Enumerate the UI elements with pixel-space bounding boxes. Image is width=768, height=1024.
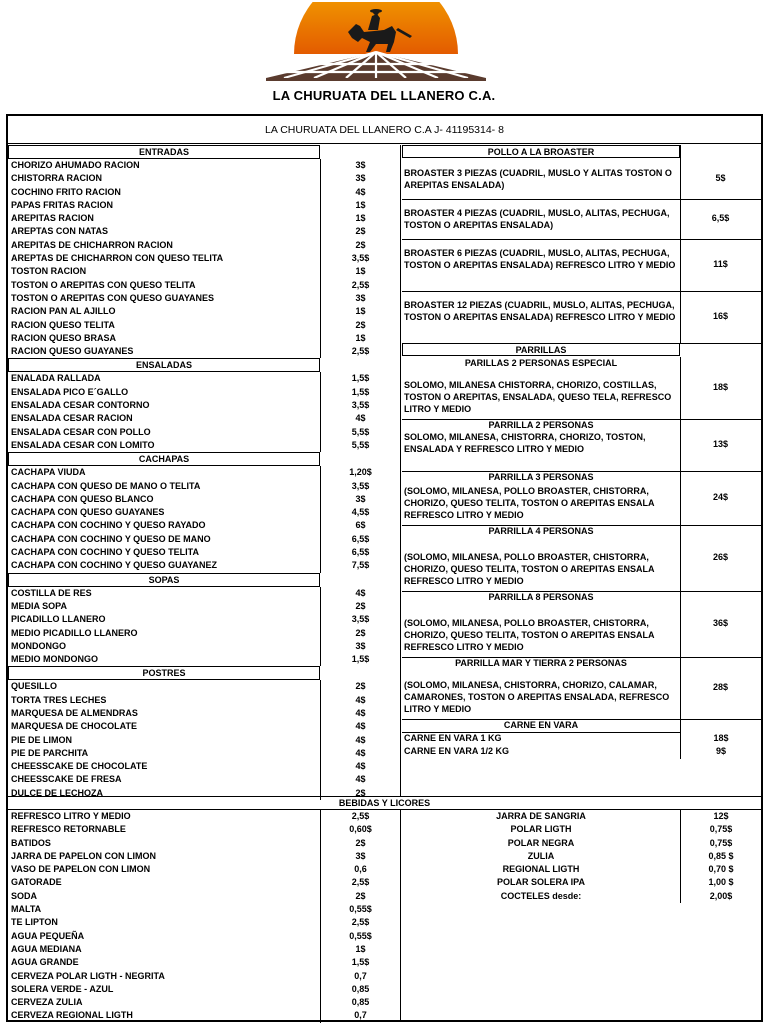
menu-item: [8, 305, 400, 318]
section-header-broaster: [402, 145, 761, 159]
parrilla-item: [402, 471, 761, 525]
item-name: REFRESCO RETORNABLE: [11, 824, 126, 835]
block-title: PARRILLA 8 PERSONAS: [488, 592, 594, 602]
menu-item: [8, 252, 400, 265]
menu-item: [8, 546, 400, 559]
item-name: ENSALADA CESAR CON POLLO: [11, 426, 151, 437]
section-price-blank: [320, 666, 400, 680]
item-name: AREPITAS DE CHICHARRON RACION: [11, 239, 173, 250]
section-header-ensaladas: [8, 358, 400, 372]
item-price: 3$: [320, 159, 400, 172]
block-desc: (SOLOMO, MILANESA, POLLO BROASTER, CHISTORRA, CHORIZO, QUESO TELITA, TOSTON O AREPITAS ENSALA REFRESCO LITRO Y MEDIO: [404, 552, 655, 586]
bebida-item: [402, 876, 761, 889]
item-price: 0,70 $: [680, 863, 761, 876]
item-price: 1,5$: [320, 372, 400, 385]
bebida-item: [8, 916, 400, 929]
item-name: CARNE EN VARA 1 KG: [404, 733, 502, 743]
menu-item: [8, 239, 400, 252]
item-name: PIE DE PARCHITA: [11, 747, 89, 758]
item-name: PICADILLO LLANERO: [11, 614, 106, 625]
bebida-item: [8, 943, 400, 956]
broaster-item: [402, 291, 761, 343]
bebida-item: [8, 1009, 400, 1022]
item-name: CACHAPA VIUDA: [11, 467, 86, 478]
item-name: RACION QUESO GUAYANES: [11, 346, 134, 357]
item-price: 2$: [320, 787, 400, 800]
section-price-blank: [320, 145, 400, 159]
item-name: GATORADE: [11, 877, 62, 888]
item-price: 4$: [320, 720, 400, 733]
parrilla-item: [402, 591, 761, 657]
item-price: 0,85: [320, 996, 400, 1009]
section-title-bebidas: BEBIDAS Y LICORES: [8, 796, 761, 810]
item-price: 2,5$: [320, 916, 400, 929]
item-name: ENSALADA PICO E´GALLO: [11, 386, 129, 397]
item-price: 7,5$: [320, 559, 400, 572]
menu-item: [8, 292, 400, 305]
menu-item: [8, 399, 400, 412]
bebidas-left-list: [8, 810, 400, 1023]
item-name: ENSALADA CESAR CONTORNO: [11, 400, 150, 411]
left-column: [8, 145, 400, 800]
item-name: TOSTON O AREPITAS CON QUESO GUAYANES: [11, 292, 215, 303]
horse-rider-sunset-icon: [264, 2, 488, 86]
item-price: 3,5$: [320, 480, 400, 493]
block-desc: BROASTER 12 PIEZAS (CUADRIL, MUSLO, ALITAS, PECHUGA, TOSTON O AREPITAS ENSALADA) REFRESCO LITRO Y MEDIO: [404, 300, 676, 322]
item-price: 2$: [320, 890, 400, 903]
item-name: CACHAPA CON COCHINO Y QUESO DE MANO: [11, 533, 211, 544]
menu-item: [8, 694, 400, 707]
menu-item: [8, 587, 400, 600]
menu-item: [8, 439, 400, 452]
item-price: 9$: [680, 745, 761, 758]
block-price: 28$: [712, 682, 729, 692]
bebida-item: [8, 970, 400, 983]
item-price: 6,5$: [320, 546, 400, 559]
menu-item: [8, 279, 400, 292]
carne-item: [402, 745, 761, 758]
block-desc: (SOLOMO, MILANESA, POLLO BROASTER, CHISTORRA, CHORIZO, QUESO TELITA, TOSTON O AREPITAS ENSALA REFRESCO LITRO Y MEDIO: [404, 618, 655, 652]
menu-item: [8, 734, 400, 747]
item-name: BATIDOS: [11, 837, 51, 848]
item-price: 4$: [320, 760, 400, 773]
item-price: 4$: [320, 707, 400, 720]
bebida-item: [402, 810, 761, 823]
item-price: 0,55$: [320, 930, 400, 943]
item-name: AREPITAS RACION: [11, 213, 94, 224]
menu-item: [8, 559, 400, 572]
menu-item: [8, 372, 400, 385]
bebida-item: [8, 996, 400, 1009]
item-name: ENSALADA CESAR CON LOMITO: [11, 439, 155, 450]
item-price: 3$: [320, 850, 400, 863]
block-title: PARRILLAS: [402, 343, 680, 356]
broaster-item: [402, 199, 761, 239]
item-price: 2,5$: [320, 810, 400, 823]
block-desc: SOLOMO, MILANESA CHISTORRA, CHORIZO, COSTILLAS, TOSTON O AREPITAS, ENSALADA, QUESO TELA, REFRESCO LITRO Y MEDIO: [404, 380, 672, 414]
item-price: 4$: [320, 694, 400, 707]
menu-item: [8, 519, 400, 532]
bebida-item: [8, 850, 400, 863]
item-price: 0,7: [320, 1009, 400, 1022]
menu-item: [8, 613, 400, 626]
block-desc: BROASTER 3 PIEZAS (CUADRIL, MUSLO Y ALITAS TOSTON O AREPITAS ENSALADA): [404, 168, 672, 190]
item-name: POLAR NEGRA: [507, 837, 575, 848]
item-price: 5,5$: [320, 439, 400, 452]
block-title: PARRILLA 4 PERSONAS: [488, 526, 594, 536]
parrilla-item: [402, 419, 761, 471]
item-name: POLAR SOLERA IPA: [496, 877, 585, 888]
bebida-item: [8, 930, 400, 943]
item-price: 1,5$: [320, 956, 400, 969]
broaster-item: [402, 239, 761, 291]
bebida-item: [8, 983, 400, 996]
item-name: PAPAS FRITAS RACION: [11, 199, 114, 210]
item-name: MALTA: [11, 904, 42, 915]
item-name: CACHAPA CON QUESO GUAYANES: [11, 507, 165, 518]
item-price: 0,85: [320, 983, 400, 996]
bebida-item: [8, 903, 400, 916]
carne-item: [402, 732, 761, 745]
block-title: PARILLAS 2 PERSONAS ESPECIAL: [464, 358, 618, 368]
item-name: REFRESCO LITRO Y MEDIO: [11, 811, 131, 821]
parrilla-item: [402, 657, 761, 719]
item-name: MEDIO MONDONGO: [11, 654, 98, 665]
item-name: CHORIZO AHUMADO RACION: [11, 160, 140, 170]
block-title: CARNE EN VARA: [503, 720, 579, 730]
item-price: 0,75$: [680, 837, 761, 850]
parrilla-item: [402, 357, 761, 419]
item-name: AGUA PEQUEÑA: [11, 930, 85, 941]
menu-item: [8, 319, 400, 332]
bebida-item: [8, 876, 400, 889]
item-name: JARRA DE SANGRIA: [496, 811, 586, 821]
item-name: SOLERA VERDE - AZUL: [11, 983, 114, 994]
item-price: 2$: [320, 239, 400, 252]
section-header-parrillas: [402, 343, 761, 357]
item-name: CERVEZA ZULIA: [11, 997, 83, 1008]
menu-item: [8, 680, 400, 693]
item-price: 4$: [320, 186, 400, 199]
item-price: 0,7: [320, 970, 400, 983]
item-price: 6$: [320, 519, 400, 532]
item-name: AGUA GRANDE: [11, 957, 79, 968]
item-price: 3,5$: [320, 613, 400, 626]
item-name: CACHAPA CON COCHINO Y QUESO GUAYANEZ: [11, 560, 218, 571]
item-price: 3$: [320, 493, 400, 506]
menu-item: [8, 199, 400, 212]
menu-item: [8, 720, 400, 733]
menu-item: [8, 493, 400, 506]
item-name: QUESILLO: [11, 681, 58, 692]
menu-item: [8, 760, 400, 773]
item-price: 2$: [320, 837, 400, 850]
item-price: 4$: [320, 773, 400, 786]
section-price-blank: [320, 452, 400, 466]
item-price: 4$: [320, 412, 400, 425]
block-price: 18$: [712, 382, 729, 392]
bebida-item: [402, 850, 761, 863]
item-price: 2$: [320, 319, 400, 332]
item-price: 4$: [320, 734, 400, 747]
item-name: COSTILLA DE RES: [11, 587, 92, 598]
item-name: CERVEZA POLAR LIGTH - NEGRITA: [11, 970, 165, 981]
item-price: 2$: [320, 600, 400, 613]
column-divider: [400, 145, 401, 796]
price-divider: [680, 719, 681, 759]
block-title: PARRILLA MAR Y TIERRA 2 PERSONAS: [455, 658, 627, 668]
section-header-cachapas: [8, 452, 400, 466]
item-name: TORTA TRES LECHES: [11, 694, 107, 705]
item-name: CACHAPA CON QUESO DE MANO O TELITA: [11, 480, 201, 491]
item-price: 2$: [320, 627, 400, 640]
menu-item: [8, 386, 400, 399]
item-price: 1$: [320, 212, 400, 225]
section-title: ENSALADAS: [8, 358, 320, 372]
item-price: 4,5$: [320, 506, 400, 519]
bebida-item: [8, 837, 400, 850]
item-price: 4$: [320, 747, 400, 760]
bebida-item: [8, 890, 400, 903]
item-name: PIE DE LIMON: [11, 734, 73, 745]
block-price: 6,5$: [711, 213, 730, 223]
item-name: CHEESSCAKE DE FRESA: [11, 774, 122, 785]
bebida-item: [8, 863, 400, 876]
item-name: CACHAPA CON QUESO BLANCO: [11, 493, 154, 504]
item-price: 18$: [680, 732, 761, 745]
item-name: POLAR LIGTH: [510, 824, 572, 835]
menu-item: [8, 466, 400, 479]
menu-item: [8, 600, 400, 613]
item-price: 0,6: [320, 863, 400, 876]
item-price: 2,5$: [320, 279, 400, 292]
item-name: CACHAPA CON COCHINO Y QUESO RAYADO: [11, 520, 206, 531]
item-price: 3$: [320, 292, 400, 305]
menu-item: [8, 332, 400, 345]
menu-sheet: [6, 114, 763, 1022]
item-price: 2,5$: [320, 345, 400, 358]
menu-item: [8, 412, 400, 425]
item-price: 1,5$: [320, 386, 400, 399]
item-price: 2$: [320, 225, 400, 238]
item-name: TOSTON O AREPITAS CON QUESO TELITA: [11, 279, 196, 290]
section-title: SOPAS: [8, 573, 320, 587]
item-name: REGIONAL LIGTH: [502, 864, 580, 875]
item-name: MARQUESA DE ALMENDRAS: [11, 707, 138, 718]
item-price: 3$: [320, 640, 400, 653]
bebida-item: [8, 956, 400, 969]
item-price: 4$: [320, 587, 400, 600]
menu-item: [8, 533, 400, 546]
section-header-carne: [402, 719, 761, 732]
menu-item: [8, 212, 400, 225]
bebida-item: [402, 890, 761, 903]
section-header-sopas: [8, 573, 400, 587]
bebida-item: [8, 810, 400, 823]
item-price: 2,00$: [680, 890, 761, 903]
menu-item: [8, 225, 400, 238]
item-price: 6,5$: [320, 533, 400, 546]
item-name: MEDIO PICADILLO LLANERO: [11, 627, 138, 638]
item-price: 0,55$: [320, 903, 400, 916]
item-name: SODA: [11, 890, 38, 901]
item-price: 1,00 $: [680, 876, 761, 889]
item-price: 0,60$: [320, 823, 400, 836]
section-price-blank: [320, 573, 400, 587]
item-name: RACION PAN AL AJILLO: [11, 306, 116, 317]
price-divider: [680, 357, 681, 719]
broaster-item: [402, 159, 761, 199]
item-price: 1,5$: [320, 653, 400, 666]
block-price: 13$: [712, 439, 729, 449]
bebida-item: [402, 863, 761, 876]
block-price: 16$: [712, 311, 729, 321]
item-price: 0,75$: [680, 823, 761, 836]
item-name: ENALADA RALLADA: [11, 373, 101, 384]
menu-item: [8, 707, 400, 720]
item-name: TE LIPTON: [11, 917, 58, 928]
item-name: CERVEZA REGIONAL LIGTH: [11, 1010, 133, 1021]
item-name: DULCE DE LECHOZA: [11, 787, 103, 798]
menu-item: [8, 265, 400, 278]
bebida-item: [402, 837, 761, 850]
item-name: CHISTORRA RACION: [11, 173, 103, 184]
item-name: CACHAPA CON COCHINO Y QUESO TELITA: [11, 547, 200, 558]
company-name: LA CHURUATA DEL LLANERO C.A.: [272, 88, 496, 103]
item-price: 12$: [680, 810, 761, 823]
item-name: CARNE EN VARA 1/2 KG: [404, 746, 510, 757]
item-price: 1$: [320, 943, 400, 956]
item-name: RACION QUESO BRASA: [11, 332, 117, 343]
parrilla-item: [402, 525, 761, 591]
section-header-postres: [8, 666, 400, 680]
block-title: PARRILLA 3 PERSONAS: [488, 472, 594, 482]
section-title: POSTRES: [8, 666, 320, 680]
price-divider: [680, 145, 681, 343]
bebida-item: [8, 823, 400, 836]
item-name: MONDONGO: [11, 640, 66, 651]
block-title: POLLO A LA BROASTER: [402, 145, 680, 158]
menu-item: [8, 627, 400, 640]
block-title: PARRILLA 2 PERSONAS: [488, 420, 594, 430]
item-name: JARRA DE PAPELON CON LIMON: [11, 850, 157, 861]
bebidas-right-list: [402, 810, 761, 903]
block-desc: BROASTER 6 PIEZAS (CUADRIL, MUSLO, ALITAS, PECHUGA, TOSTON O AREPITAS ENSALADA) REFRESCO LITRO Y MEDIO: [404, 248, 676, 270]
block-desc: SOLOMO, MILANESA, CHISTORRA, CHORIZO, TOSTON, ENSALADA Y REFRESCO LITRO Y MEDIO: [404, 432, 646, 454]
item-name: AREPTAS CON NATAS: [11, 226, 109, 237]
item-name: TOSTON RACION: [11, 266, 87, 277]
item-name: COCTELES desde:: [500, 890, 582, 901]
item-price: 2$: [320, 680, 400, 693]
item-name: AREPTAS DE CHICHARRON CON QUESO TELITA: [11, 253, 224, 264]
item-price: 1$: [320, 199, 400, 212]
menu-item: [8, 747, 400, 760]
item-name: ZULIA: [527, 850, 555, 861]
menu-item: [8, 480, 400, 493]
block-desc: (SOLOMO, MILANESA, CHISTORRA, CHORIZO, CALAMAR, CAMARONES, TOSTON O AREPITAS ENSALADA, REFRESCO LITRO Y MEDIO: [404, 680, 670, 714]
item-price: 0,85 $: [680, 850, 761, 863]
block-price: 36$: [712, 618, 729, 628]
section-header-entradas: [8, 145, 400, 159]
menu-item: [8, 773, 400, 786]
menu-item: [8, 640, 400, 653]
menu-item: [8, 506, 400, 519]
block-desc: (SOLOMO, MILANESA, POLLO BROASTER, CHISTORRA, CHORIZO, QUESO TELITA, TOSTON O AREPITAS ENSALA REFRESCO LITRO Y MEDIO: [404, 486, 655, 520]
item-name: AGUA MEDIANA: [11, 943, 82, 954]
item-price: 1$: [320, 332, 400, 345]
menu-item: [8, 159, 400, 172]
logo-header: [0, 0, 768, 112]
menu-item: [8, 345, 400, 358]
item-name: COCHINO FRITO RACION: [11, 186, 121, 197]
item-name: ENSALADA CESAR RACION: [11, 413, 133, 424]
item-name: MEDIA SOPA: [11, 600, 68, 611]
item-price: 3$: [320, 172, 400, 185]
sheet-title: LA CHURUATA DEL LLANERO C.A J- 41195314- 8: [8, 116, 761, 144]
block-desc: BROASTER 4 PIEZAS (CUADRIL, MUSLO, ALITAS, PECHUGA, TOSTON O AREPITAS ENSALADA): [404, 208, 670, 230]
block-price: 24$: [712, 492, 729, 502]
item-price: 1$: [320, 265, 400, 278]
item-price: 2,5$: [320, 876, 400, 889]
item-price: 1,20$: [320, 466, 400, 479]
block-price: 26$: [712, 552, 729, 562]
item-name: CHEESSCAKE DE CHOCOLATE: [11, 761, 148, 772]
item-name: MARQUESA DE CHOCOLATE: [11, 721, 137, 732]
block-price: 5$: [715, 173, 726, 183]
section-title: CACHAPAS: [8, 452, 320, 466]
menu-item: [8, 653, 400, 666]
menu-item: [8, 172, 400, 185]
item-price: 1$: [320, 305, 400, 318]
block-price: 11$: [713, 259, 728, 269]
item-price: 3,5$: [320, 399, 400, 412]
section-price-blank: [320, 358, 400, 372]
bebidas-divider: [400, 810, 401, 1022]
item-price: 5,5$: [320, 426, 400, 439]
item-name: VASO DE PAPELON CON LIMON: [11, 864, 151, 875]
item-price: 3,5$: [320, 252, 400, 265]
menu-item: [8, 186, 400, 199]
section-title: ENTRADAS: [8, 145, 320, 159]
bebida-item: [402, 823, 761, 836]
menu-item: [8, 426, 400, 439]
item-name: RACION QUESO TELITA: [11, 319, 115, 330]
